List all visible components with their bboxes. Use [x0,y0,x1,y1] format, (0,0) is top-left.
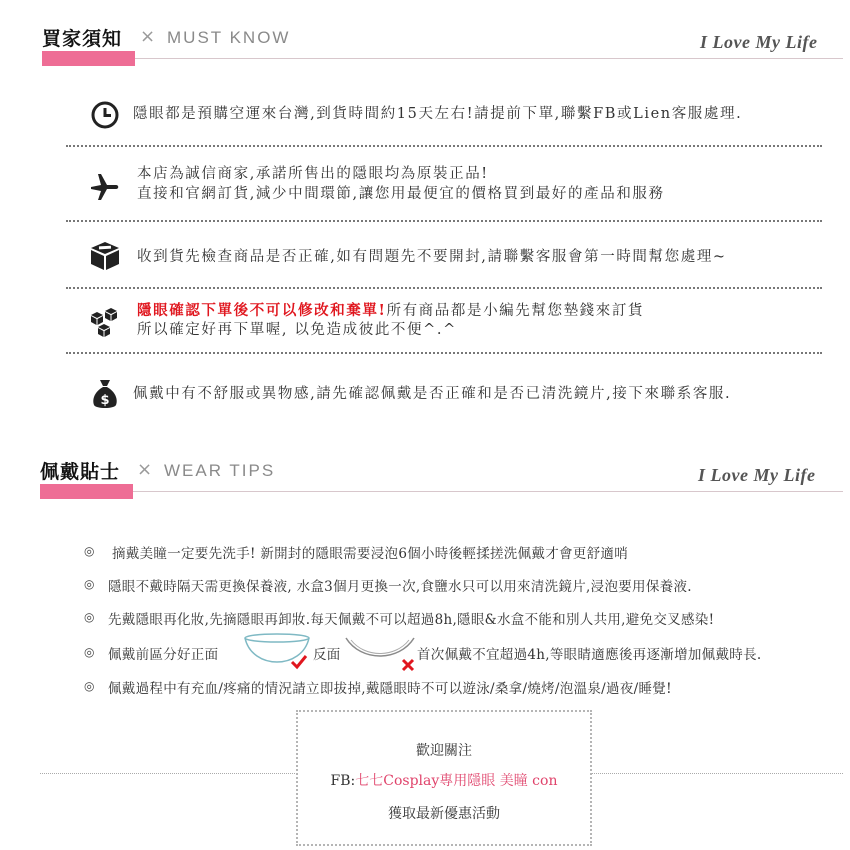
svg-text:$: $ [100,393,110,408]
notice-text-rest: 所有商品都是小編先幫您墊錢來訂貨 [386,303,645,319]
box-icon [89,240,121,272]
section-subtitle-must-know: MUST KNOW [167,28,291,47]
footer-line [40,773,297,774]
section-script-tag: I Love My Life [698,465,816,485]
fb-label: FB: [330,773,356,789]
section-divider [135,58,843,59]
tip-text: 佩戴過程中有充血/疼痛的情況請立即拔掉,戴隱眼時不可以遊泳/桑拿/燒烤/泡溫泉/過夜/睡覺! [108,681,672,697]
boxes-icon [87,306,121,340]
section-title-must-know: 買家須知 [42,28,123,50]
bullet-icon: ◎ [84,544,95,558]
money-bag-icon [91,378,119,410]
follow-promo: 獲取最新優惠活動 [388,806,500,822]
lens-back-icon [343,632,418,672]
section-accent-bar [42,51,135,66]
section-subtitle-wear-tips: WEAR TIPS [164,461,276,480]
follow-fb [298,770,590,790]
warning-highlight: 隱眼確認下單後不可以修改和棄單! [137,302,387,319]
bullet-icon: ◎ [84,645,95,659]
footer-line [590,773,843,774]
tip-text: 首次佩戴不宜超過4h,等眼睛適應後再逐漸增加佩戴時長. [417,647,762,663]
notice-text: 隱眼都是預購空運來台灣,到貨時間約15天左右!請提前下單,聯繫FB或Lien客服處理. [133,106,743,122]
dotted-divider [66,352,822,354]
section-script-tag: I Love My Life [700,32,818,52]
tip-text: 佩戴前區分好正面 [108,647,219,663]
close-x-icon: × [140,26,156,47]
bullet-icon: ◎ [84,577,95,591]
tip-text: 先戴隱眼再化妝,先摘隱眼再卸妝.每天佩戴不可以超過8h,隱眼&水盒不能和別人共用,避免交叉感染! [108,612,715,628]
bullet-icon: ◎ [84,610,95,624]
tip-text: 反面 [313,647,341,663]
notice-text: 收到貨先檢查商品是否正確,如有問題先不要開封,請聯繫客服會第一時間幫您處理~ [137,249,727,265]
clock-icon [90,100,120,130]
section-title-wear-tips: 佩戴貼士 [40,461,121,483]
close-x-icon: × [137,459,153,480]
section-divider [133,491,843,492]
dotted-divider [66,220,822,222]
notice-text: 佩戴中有不舒服或異物感,請先確認佩戴是否正確和是否已清洗鏡片,接下來聯系客服. [133,386,732,402]
fb-page-link[interactable]: 七七Cosplay專用隱眼 美瞳 con [355,773,558,789]
airplane-icon [88,170,120,202]
section-accent-bar [40,484,133,499]
notice-text: 本店為誠信商家,承諾所售出的隱眼均為原裝正品! [137,166,489,182]
notice-text: 直接和官網訂貨,減少中間環節,讓您用最便宜的價格買到最好的產品和服務 [137,186,665,202]
dotted-divider [66,287,822,289]
bullet-icon: ◎ [84,679,95,693]
notice-text: 所以確定好再下單喔, 以免造成彼此不便^.^ [137,322,457,338]
follow-welcome: 歡迎關注 [416,743,472,759]
tip-text: 摘戴美瞳一定要先洗手! 新開封的隱眼需要浸泡6個小時後輕揉搓洗佩戴才會更舒適哨 [112,546,629,562]
lens-front-icon [242,632,312,672]
tip-text: 隱眼不戴時隔天需更換保養液, 水盒3個月更換一次,食鹽水只可以用來清洗鏡片,浸泡要用保養液. [108,579,692,595]
dotted-divider [66,145,822,147]
